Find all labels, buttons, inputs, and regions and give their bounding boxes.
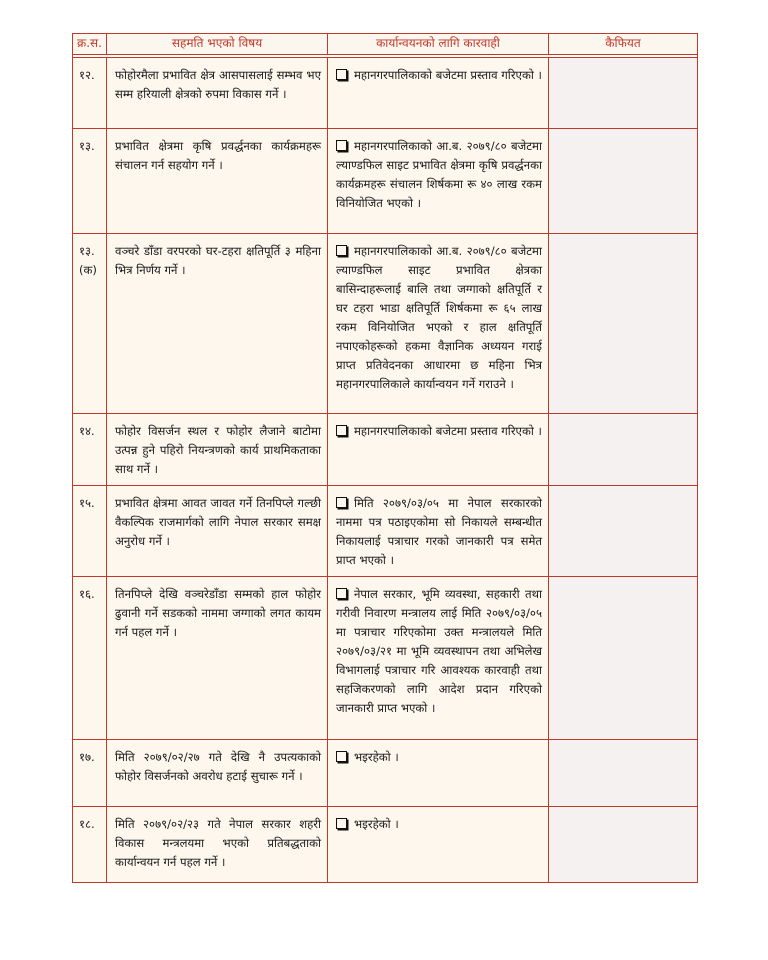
checkbox-icon	[336, 588, 347, 599]
row-subject: फोहोर विसर्जन स्थल र फोहोर लैजाने बाटोमा उत्पन्न हुने पहिरो नियन्त्रणको कार्य प्राथमिकताका साथ गर्ने ।	[115, 424, 321, 476]
row-sn: १४.	[79, 424, 95, 438]
table-row	[73, 58, 698, 129]
row-subject: प्रभावित क्षेत्रमा कृषि प्रवर्द्धनका कार्यक्रमहरू संचालन गर्न सहयोग गर्ने ।	[115, 139, 321, 172]
header-subject: सहमति भएको विषय	[107, 34, 328, 55]
row-sn: १३. (क)	[79, 244, 97, 277]
table-row	[73, 740, 698, 807]
header-remarks: कैफियत	[549, 34, 698, 55]
row-remarks	[549, 129, 697, 143]
row-sn: १६.	[79, 587, 95, 601]
row-subject: वञ्चरे डाँडा वरपरको घर-टहरा क्षतिपूर्ति ३ महिना भित्र निर्णय गर्ने ।	[115, 244, 321, 277]
row-action: महानगरपालिकाको आ.ब. २०७९/८० बजेटमा ल्याण्डफिल साइट प्रभावित क्षेत्रका बासिन्दाहरूलाई बालि तथा जग्गाको क्षतिपूर्ति र घर टहरा भाडा क्षतिपूर्ति शिर्षकमा रू ६५ लाख रकम विनियोजित भएको र हाल क्षतिपूर्ति नपाएकोहरूको हकमा वैज्ञानिक अध्ययन गराई प्राप्त प्रतिवेदनका आधारमा छ महिना भित्र महानगरपालिकाले कार्यान्वयन गर्ने गराउने ।	[336, 244, 542, 391]
header-sn: क्र.स.	[73, 34, 107, 55]
row-action: भइरहेको ।	[354, 750, 399, 764]
row-action: नेपाल सरकार, भूमि व्यवस्था, सहकारी तथा गरीवी निवारण मन्त्रालय लाई मिति २०७९/०३/०५ मा पत्राचार गरिएकोमा उक्त मन्त्रालयले मिति २०७९/०३/२१ मा भूमि व्यवस्थापन तथा अभिलेख विभागलाई पत्राचार गरि आवश्यक कारवाही तथा सहजिकरणको लागि आदेश प्रदान गरिएको जानकारी प्राप्त भएको ।	[336, 587, 542, 715]
row-remarks	[549, 486, 697, 500]
table-row	[73, 486, 698, 577]
row-sn: १७.	[79, 750, 95, 764]
row-subject: तिनपिप्ले देखि वञ्चरेडाँडा सम्मको हाल फोहोर ढुवानी गर्ने सडकको नाममा जग्गाको लगत कायम गर्न पहल गर्ने ।	[115, 587, 321, 639]
row-remarks	[549, 58, 697, 72]
row-subject: मिति २०७९/०२/२७ गते देखि नै उपत्यकाको फोहोर विसर्जनको अवरोध हटाई सुचारू गर्ने ।	[115, 750, 321, 783]
row-remarks	[549, 577, 697, 591]
table-row	[73, 577, 698, 740]
row-subject: प्रभावित क्षेत्रमा आवत जावत गर्ने तिनपिप्ले गल्छी वैकल्पिक राजमार्गको लागि नेपाल सरकार समक्ष अनुरोध गर्ने ।	[115, 496, 321, 548]
row-action: भइरहेको ।	[354, 817, 399, 831]
row-remarks	[549, 414, 697, 428]
checkbox-icon	[336, 69, 347, 80]
table-row	[73, 234, 698, 414]
row-subject: फोहोरमैला प्रभावित क्षेत्र आसपासलाई सम्भव भए सम्म हरियाली क्षेत्रको रुपमा विकास गर्ने ।	[115, 68, 321, 101]
checkbox-icon	[336, 497, 347, 508]
table-row	[73, 129, 698, 234]
table-row	[73, 807, 698, 883]
row-sn: १५.	[79, 496, 95, 510]
row-sn: १२.	[79, 68, 95, 82]
checkbox-icon	[336, 245, 347, 256]
row-remarks	[549, 740, 697, 754]
row-sn: १८.	[79, 817, 95, 831]
table-header-row	[73, 34, 698, 55]
row-action: महानगरपालिकाको आ.ब. २०७९/८० बजेटमा ल्याण्डफिल साइट प्रभावित क्षेत्रमा कृषि प्रवर्द्धनका कार्यक्रमहरू संचालन शिर्षकमा रू ४० लाख रकम विनियोजित भएको ।	[336, 139, 542, 210]
table-row	[73, 414, 698, 486]
row-remarks	[549, 807, 697, 821]
row-action: महानगरपालिकाको बजेटमा प्रस्ताव गरिएको ।	[354, 424, 542, 438]
agreement-table	[72, 33, 698, 883]
row-sn: १३.	[79, 139, 95, 153]
row-remarks	[549, 234, 697, 248]
checkbox-icon	[336, 140, 347, 151]
checkbox-icon	[336, 425, 347, 436]
header-action: कार्यान्वयनको लागि कारवाही	[328, 34, 549, 55]
checkbox-icon	[336, 818, 347, 829]
checkbox-icon	[336, 751, 347, 762]
row-action: मिति २०७९/०३/०५ मा नेपाल सरकारको नाममा पत्र पठाइएकोमा सो निकायले सम्बन्धीत निकायलाई पत्राचार गरको जानकारी पत्र समेत प्राप्त भएको ।	[336, 496, 542, 567]
row-action: महानगरपालिकाको बजेटमा प्रस्ताव गरिएको ।	[354, 68, 542, 82]
row-subject: मिति २०७९/०२/२३ गते नेपाल सरकार शहरी विकास मन्त्रलयमा भएको प्रतिबद्धताको कार्यान्वयन गर्न पहल गर्ने ।	[115, 817, 321, 869]
